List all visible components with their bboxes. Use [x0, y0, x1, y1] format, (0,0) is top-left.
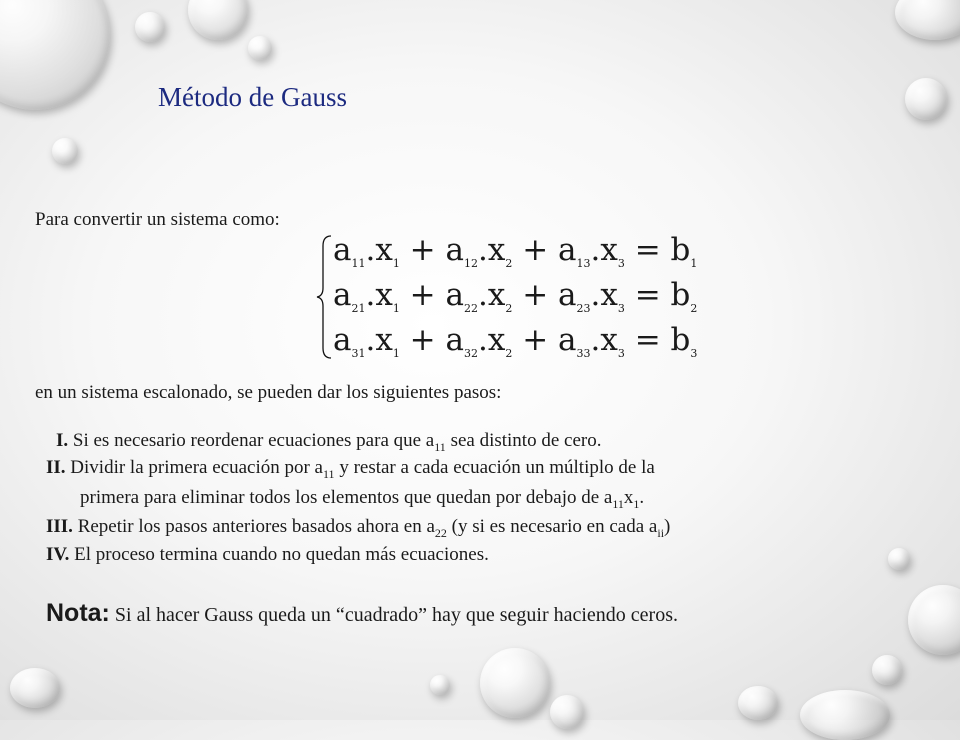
water-drop-decoration [52, 138, 78, 164]
equation-row: $a_{31}.x_1 + a_{32}.x_2 + a_{33}.x_3 = b_3$ [333, 322, 698, 361]
equation-row: $a_{21}.x_1 + a_{22}.x_2 + a_{23}.x_3 = b_2$ [333, 277, 698, 316]
water-drop-decoration [188, 0, 248, 40]
water-drop-decoration [10, 668, 60, 708]
brace-icon [315, 232, 335, 362]
water-drop-decoration [480, 648, 550, 718]
step-1: I. Si es necesario reordenar ecuaciones para que $a_{11}$ sea distinto de cero. [56, 430, 602, 454]
continuation-text: en un sistema escalonado, se pueden dar los siguientes pasos: [35, 382, 502, 403]
step-3: III. Repetir los pasos anteriores basados ahora en $a_{22}$ (y si es necesario en cada $a_{ii}$) [46, 516, 671, 540]
water-drop-decoration [872, 655, 902, 685]
water-drop-decoration [888, 548, 910, 570]
page-title: Método de Gauss [158, 82, 347, 112]
water-drop-decoration [0, 0, 110, 110]
intro-text: Para convertir un sistema como: [35, 209, 280, 230]
water-drop-decoration [908, 585, 960, 655]
water-drop-decoration [738, 686, 778, 720]
water-drop-decoration [135, 12, 165, 42]
equation-system [315, 232, 698, 362]
step-2: II. Dividir la primera ecuación por $a_{11}$ y restar a cada ecuación un múltiplo de la [46, 457, 655, 481]
note [46, 599, 678, 628]
note-text: Si al hacer Gauss queda un “cuadrado” hay que seguir haciendo ceros. [109, 604, 678, 626]
water-drop-decoration [800, 690, 890, 740]
step-4: IV. El proceso termina cuando no quedan más ecuaciones. [46, 544, 489, 565]
water-drop-decoration [248, 36, 272, 60]
equation-row: $a_{11}.x_1 + a_{12}.x_2 + a_{13}.x_3 = b_1$ [333, 232, 698, 271]
water-drop-decoration [550, 695, 584, 729]
water-drop-decoration [895, 0, 960, 40]
step-2-continuation: primera para eliminar todos los elementos que quedan por debajo de $a_{11}x_1$. [80, 487, 645, 511]
note-label: Nota: [46, 599, 110, 627]
water-drop-decoration [905, 78, 947, 120]
water-drop-decoration [430, 675, 450, 695]
